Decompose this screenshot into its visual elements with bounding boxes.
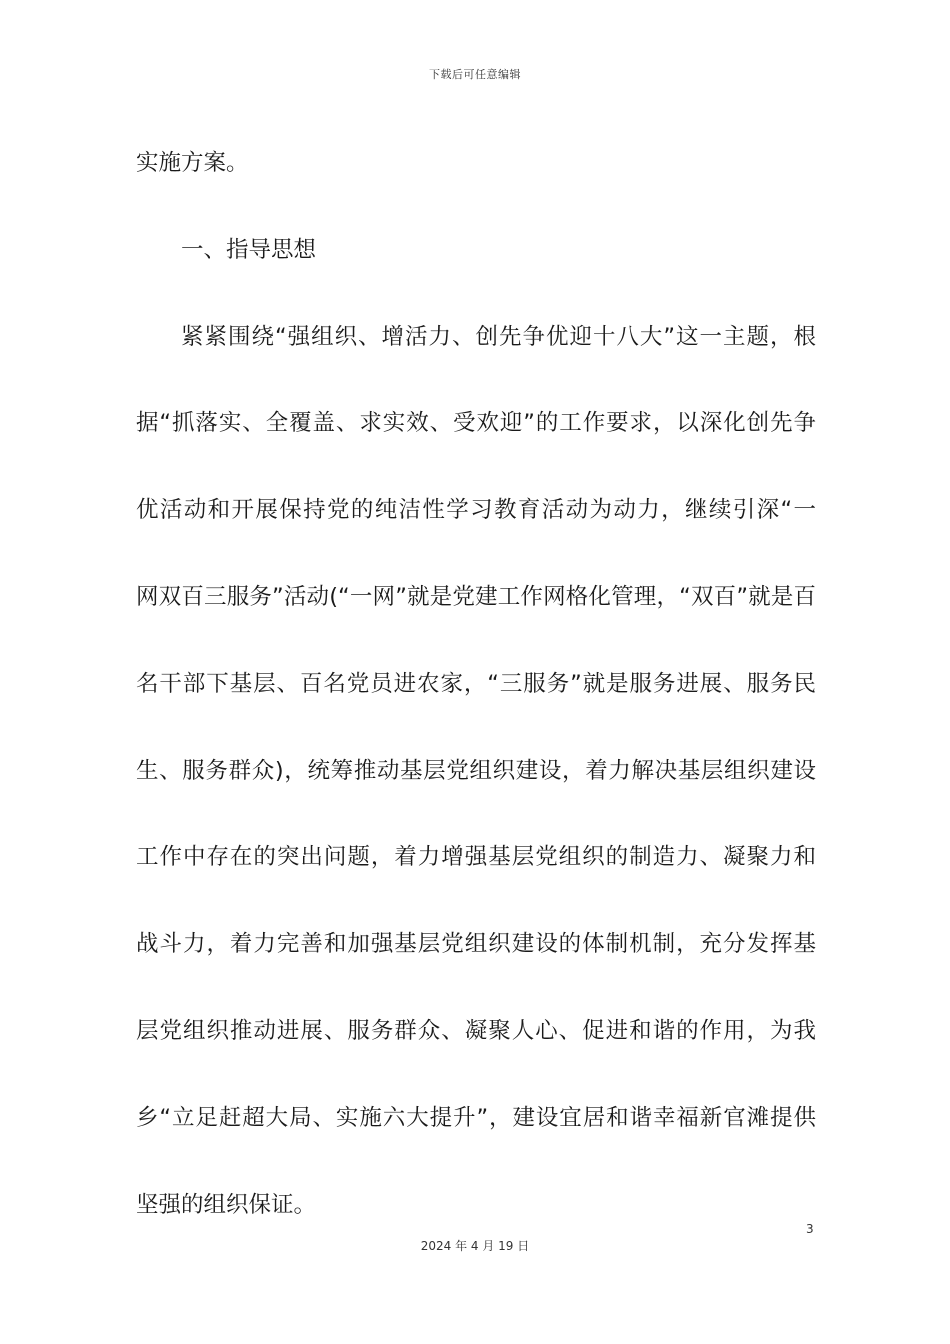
- section-heading: 一、指导思想: [181, 236, 317, 263]
- paragraph-line: 实施方案。: [136, 150, 249, 176]
- paragraph-line: 据“抓落实、全覆盖、求实效、受欢迎”的工作要求，以深化创先争: [136, 410, 816, 437]
- paragraph-line: 名干部下基层、百名党员进农家，“三服务”就是服务进展、服务民: [136, 670, 816, 697]
- paragraph-line: 战斗力，着力完善和加强基层党组织建设的体制机制，充分发挥基: [136, 931, 816, 958]
- paragraph-line: 层党组织推动进展、服务群众、凝聚人心、促进和谐的作用，为我: [136, 1017, 816, 1044]
- page-number: 3: [806, 1222, 814, 1236]
- header-note: 下载后可任意编辑: [429, 68, 521, 81]
- paragraph-line: 坚强的组织保证。: [136, 1191, 317, 1218]
- paragraph-line: 紧紧围绕“强组织、增活力、创先争优迎十八大”这一主题，根: [181, 323, 816, 350]
- paragraph-line: 生、服务群众)，统筹推动基层党组织建设，着力解决基层组织建设: [136, 757, 816, 784]
- paragraph-line: 优活动和开展保持党的纯洁性学习教育活动为动力，继续引深“一: [136, 497, 816, 524]
- footer-date: 2024 年 4 月 19 日: [420, 1239, 530, 1253]
- paragraph-line: 乡“立足赶超大局、实施六大提升”，建设宜居和谐幸福新官滩提供: [136, 1104, 816, 1131]
- body-text: [136, 120, 816, 1248]
- paragraph-line: 网双百三服务”活动(“一网”就是党建工作网格化管理，“双百”就是百: [136, 583, 816, 610]
- paragraph-line: 工作中存在的突出问题，着力增强基层党组织的制造力、凝聚力和: [136, 844, 816, 871]
